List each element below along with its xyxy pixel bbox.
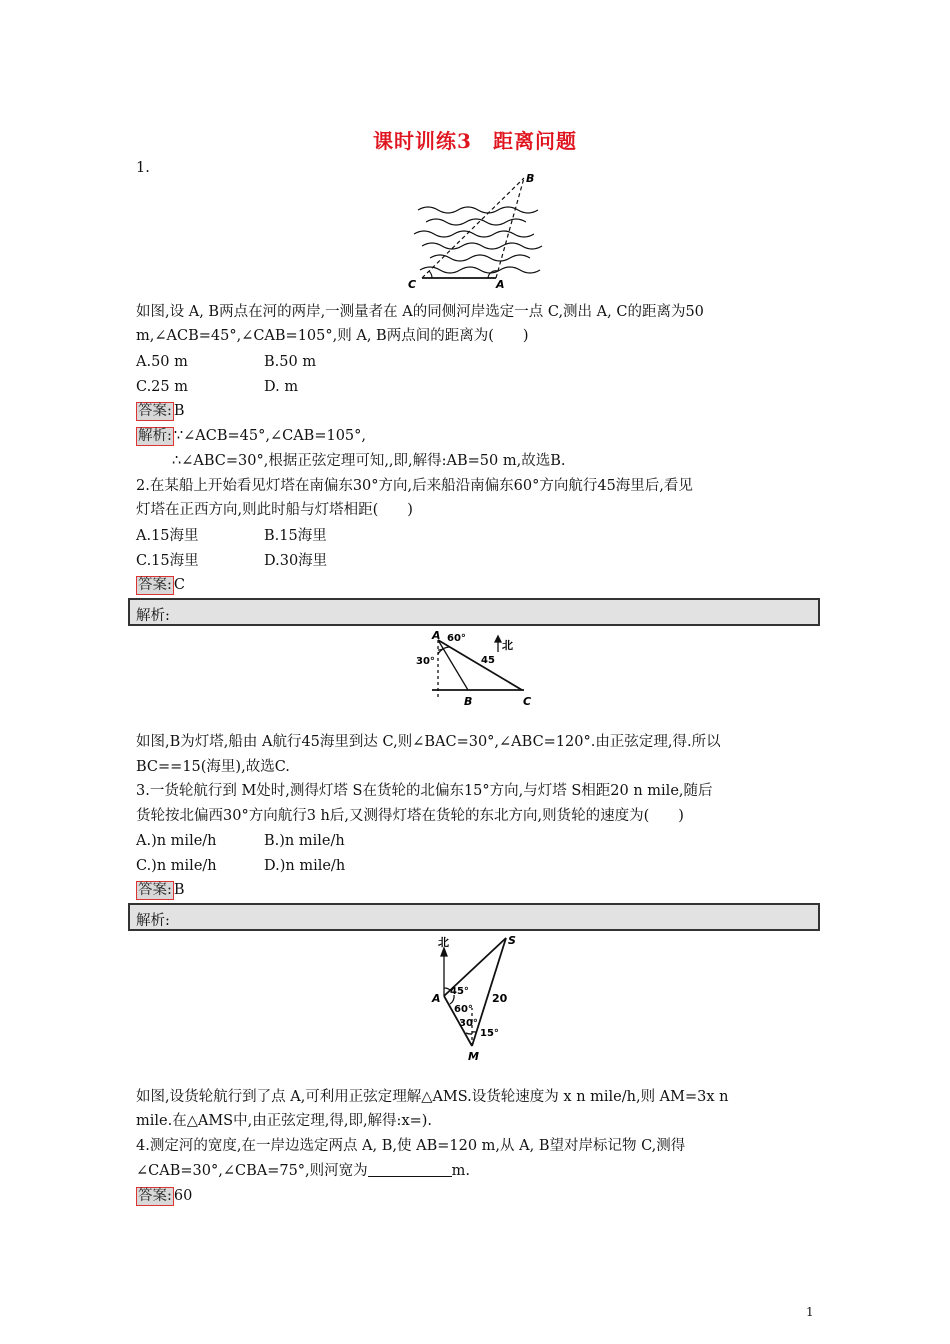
q4-answer: 60 (173, 1188, 193, 1204)
q3-text-1: 3.一货轮航行到 M处时,测得灯塔 S在货轮的北偏东15°方向,与灯塔 S相距20 n mile,随后 (136, 783, 713, 799)
q3-label-s: S (508, 934, 516, 947)
q3-option-c: C.)n mile/h (136, 858, 217, 874)
q3-angle-45: 45° (450, 986, 469, 997)
q1-option-b: B.50 m (264, 354, 317, 370)
q3-analysis-box (128, 903, 820, 931)
q2-analysis-label: 解析: (136, 608, 170, 624)
q2-answer-label: 答案: (138, 577, 172, 593)
q1-label-b: B (526, 172, 535, 185)
q3-answer-label: 答案: (138, 882, 172, 898)
q1-analysis-2: ∴∠ABC=30°,根据正弦定理可知,,即,解得:AB=50 m,故选B. (172, 453, 566, 469)
q2-label-a: A (432, 629, 441, 642)
q2-label-c: C (523, 695, 532, 708)
q1-label-c: C (408, 278, 417, 290)
q3-option-b: B.)n mile/h (264, 833, 345, 849)
q2-distance-45: 45 (481, 655, 495, 666)
q3-angle-60: 60° (454, 1004, 473, 1015)
page-number: 1 (806, 1305, 814, 1319)
q3-option-a: A.)n mile/h (136, 833, 217, 849)
q1-answer-row (136, 401, 185, 421)
q2-explain-2: BC==15(海里),故选C. (136, 759, 290, 775)
q3-angle-30: 30° (459, 1018, 478, 1029)
q3-label-m: M (468, 1050, 479, 1063)
q2-label-b: B (464, 695, 473, 708)
q3-navigation-figure (428, 928, 524, 1064)
q4-text-2-unit: m. (451, 1163, 471, 1179)
q4-answer-label: 答案: (138, 1188, 172, 1204)
q2-navigation-figure (412, 628, 544, 710)
q2-angle-60: 60° (447, 633, 466, 644)
q1-answer: B (173, 403, 185, 419)
q1-river-figure (400, 170, 550, 290)
q3-text-2: 货轮按北偏西30°方向航行3 h后,又测得灯塔在货轮的东北方向,则货轮的速度为( ) (136, 808, 684, 824)
page-title: 课时训练3 距离问题 (373, 129, 577, 153)
q2-explain-1: 如图,B为灯塔,船由 A航行45海里到达 C,则∠BAC=30°,∠ABC=120°.由正弦定理,得.所以 (136, 734, 721, 750)
q1-answer-label: 答案: (138, 403, 172, 419)
q3-label-a: A (432, 992, 441, 1005)
q1-text-1: 如图,设 A, B两点在河的两岸,一测量者在 A的同侧河岸选定一点 C,测出 A, C的距离为50 (136, 304, 704, 320)
q3-analysis-label: 解析: (136, 913, 170, 929)
q2-text-1: 2.在某船上开始看见灯塔在南偏东30°方向,后来船沿南偏东60°方向航行45海里后,看见 (136, 478, 693, 494)
q2-answer-row (136, 575, 185, 595)
q1-analysis-row (136, 426, 366, 446)
q2-answer: C (173, 577, 185, 593)
q2-angle-30: 30° (416, 656, 435, 667)
q2-option-c: C.15海里 (136, 553, 199, 569)
q3-explain-1: 如图,设货轮航行到了点 A,可利用正弦定理解△AMS.设货轮速度为 x n mile/h,则 AM=3x n (136, 1089, 729, 1105)
q4-text-2: ∠CAB=30°,∠CBA=75°,则河宽为 (136, 1163, 368, 1179)
q1-analysis-1: ∵∠ACB=45°,∠CAB=105°, (173, 428, 367, 444)
q3-explain-2: mile.在△AMS中,由正弦定理,得,即,解得:x=). (136, 1113, 433, 1129)
q3-answer-row (136, 880, 185, 900)
q2-analysis-box (128, 598, 820, 626)
q2-option-b: B.15海里 (264, 528, 327, 544)
q3-option-d: D.)n mile/h (264, 858, 346, 874)
q3-answer: B (173, 882, 185, 898)
q1-option-c: C.25 m (136, 379, 188, 395)
q1-option-a: A.50 m (136, 354, 188, 370)
q2-text-2: 灯塔在正西方向,则此时船与灯塔相距( ) (136, 502, 413, 518)
q1-number: 1. (136, 160, 150, 176)
q2-option-d: D.30海里 (264, 553, 328, 569)
q1-text-2: m,∠ACB=45°,∠CAB=105°,则 A, B两点间的距离为( ) (136, 328, 529, 344)
q4-answer-row (136, 1186, 192, 1206)
q3-north-label: 北 (438, 936, 449, 949)
q2-option-a: A.15海里 (136, 528, 199, 544)
q1-analysis-label: 解析: (138, 428, 172, 444)
q4-answer-blank (368, 1162, 452, 1177)
q3-angle-15: 15° (480, 1028, 499, 1039)
q1-option-d: D. m (264, 379, 299, 395)
q4-text-2-row (136, 1161, 470, 1181)
q2-north-label: 北 (502, 639, 513, 652)
q1-label-a: A (496, 278, 505, 290)
q3-distance-20: 20 (492, 992, 508, 1005)
q4-text-1: 4.测定河的宽度,在一岸边选定两点 A, B,使 AB=120 m,从 A, B望对岸标记物 C,测得 (136, 1138, 686, 1154)
